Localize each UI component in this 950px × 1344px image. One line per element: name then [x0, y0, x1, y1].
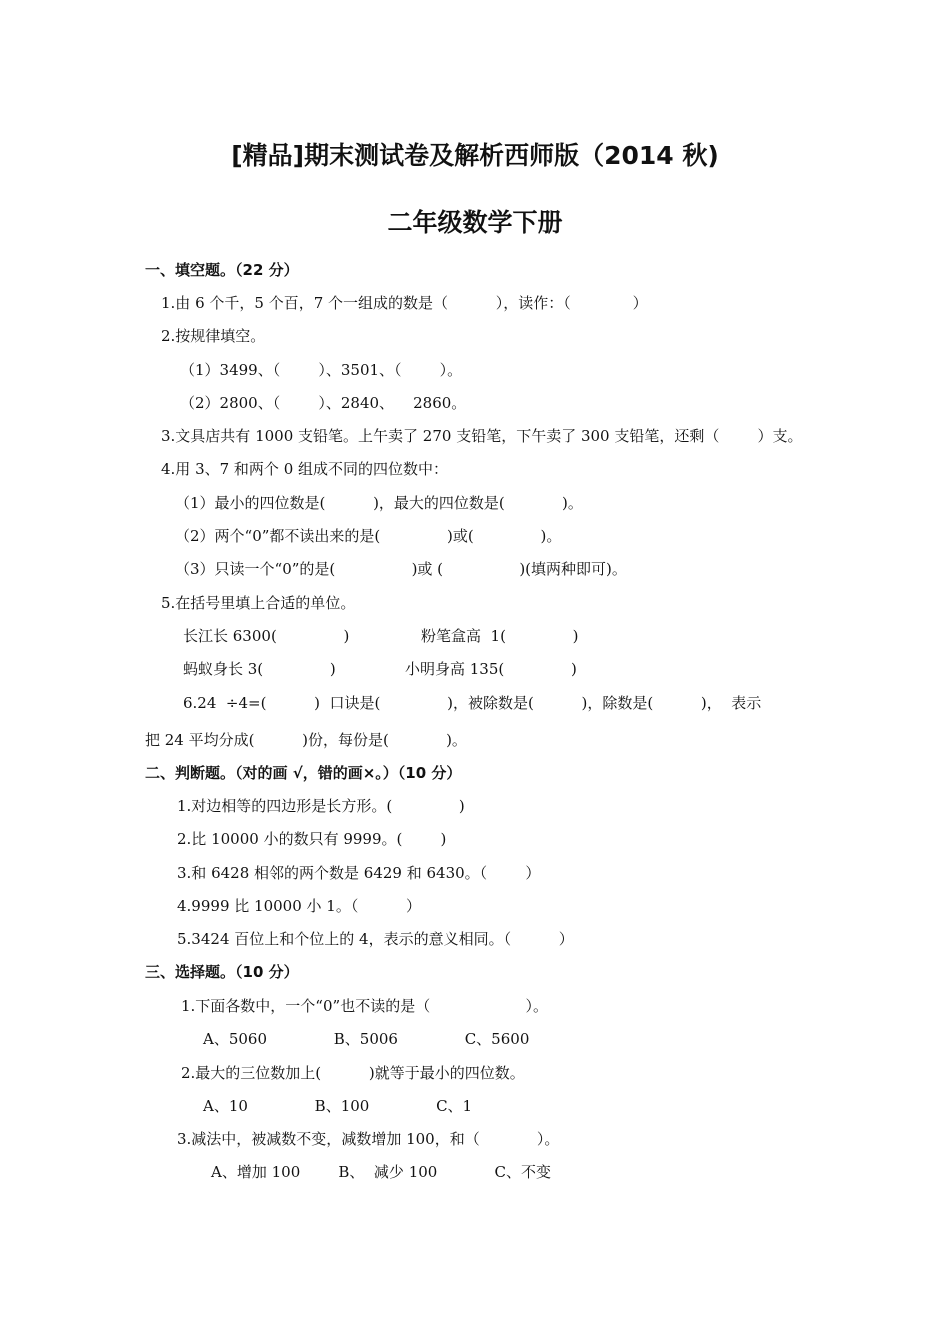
- question-3-2-options: A、10 B、100 C、1: [203, 1097, 473, 1115]
- question-1-5-c: 蚂蚁身长 3( ): [183, 660, 336, 678]
- question-3-3-options: A、增加 100 B、 减少 100 C、不变: [211, 1163, 552, 1181]
- question-1-3: 3.文具店共有 1000 支铅笔。上午卖了 270 支铅笔，下午卖了 300 支铅笔，还剩（ ）支。: [161, 427, 803, 445]
- question-1-4-b: （2）两个“0”都不读出来的是( )或( )。: [175, 527, 562, 545]
- question-1-4-c: （3）只读一个“0”的是( )或 ( )(填两种即可)。: [175, 560, 627, 578]
- section-2-heading: 二、判断题。（对的画 √，错的画×。）（10 分）: [145, 764, 462, 782]
- question-1-6-cont: 把 24 平均分成( )份，每份是( )。: [145, 731, 467, 749]
- question-1-1: 1.由 6 个千，5 个百，7 个一组成的数是（ ），读作：（ ）: [161, 294, 648, 312]
- question-1-2-b: （2）2800、（ ）、2840、 2860。: [180, 394, 467, 412]
- page-title: [精品]期末测试卷及解析西师版（2014 秋): [231, 141, 719, 170]
- question-1-6: 6.24 ÷4=( ) 口诀是( )，被除数是( )，除数是( )， 表示: [183, 694, 762, 712]
- question-3-1: 1.下面各数中，一个“0”也不读的是（ ）。: [181, 997, 549, 1015]
- section-3-heading: 三、选择题。（10 分）: [145, 963, 299, 981]
- question-2-1: 1.对边相等的四边形是长方形。( ): [177, 797, 465, 815]
- question-1-5-b: 粉笔盒高 1( ): [421, 627, 579, 645]
- question-1-5: 5.在括号里填上合适的单位。: [161, 594, 356, 612]
- question-1-4-a: （1）最小的四位数是( )，最大的四位数是( )。: [175, 494, 583, 512]
- question-1-4: 4.用 3、7 和两个 0 组成不同的四位数中：: [161, 460, 449, 478]
- question-1-5-d: 小明身高 135( ): [405, 660, 577, 678]
- question-2-2: 2.比 10000 小的数只有 9999。( ): [177, 830, 447, 848]
- question-3-1-options: A、5060 B、5006 C、5600: [203, 1030, 530, 1048]
- section-1-heading: 一、填空题。（22 分）: [145, 261, 299, 279]
- question-3-3: 3.减法中，被减数不变，减数增加 100，和（ ）。: [177, 1130, 560, 1148]
- question-2-5: 5.3424 百位上和个位上的 4，表示的意义相同。（ ）: [177, 930, 574, 948]
- question-3-2: 2.最大的三位数加上( )就等于最小的四位数。: [181, 1064, 525, 1082]
- page-subtitle: 二年级数学下册: [387, 208, 563, 237]
- question-1-5-a: 长江长 6300( ): [183, 627, 350, 645]
- question-2-4: 4.9999 比 10000 小 1。（ ）: [177, 897, 421, 915]
- question-2-3: 3.和 6428 相邻的两个数是 6429 和 6430。（ ）: [177, 864, 541, 882]
- question-1-2: 2.按规律填空。: [161, 327, 266, 345]
- question-1-2-a: （1）3499、（ ）、3501、（ ）。: [180, 361, 463, 379]
